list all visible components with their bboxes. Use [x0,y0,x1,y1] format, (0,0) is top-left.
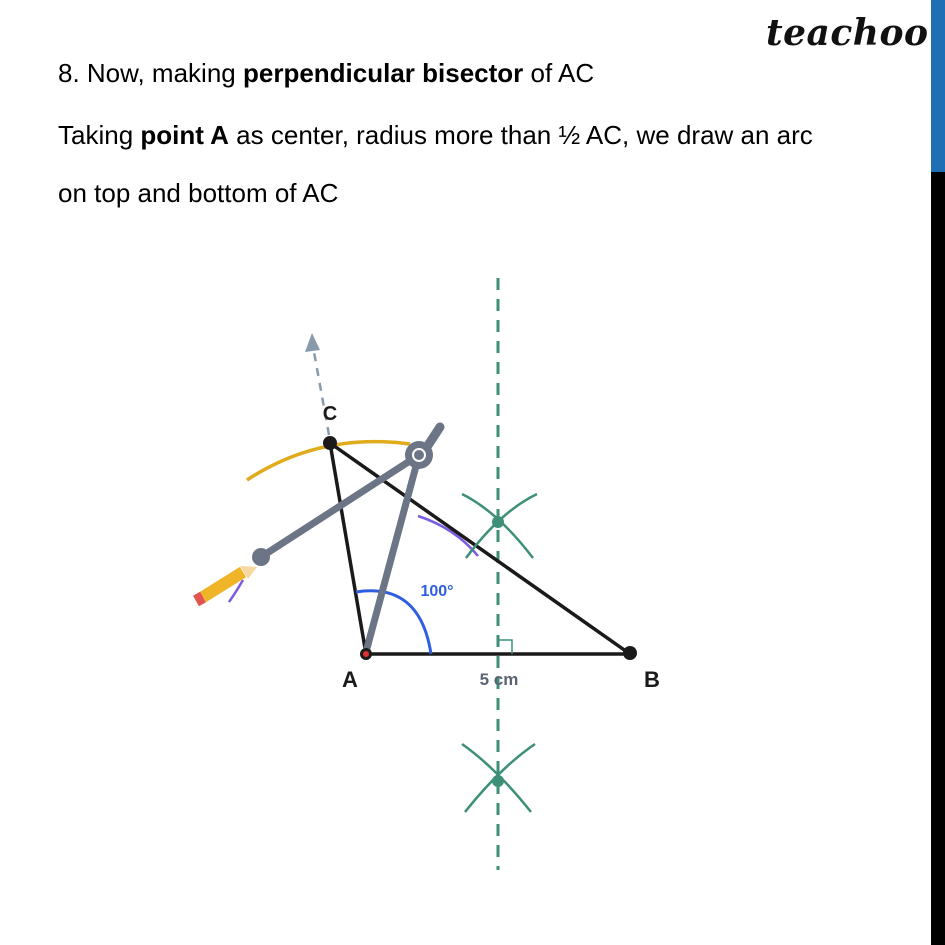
lower-arc-cross [462,744,535,812]
instruction-suffix: as center, radius more than ½ AC, we draw an arc [228,120,813,150]
teachoo-logo: teachoo [766,12,929,54]
compass-pencil-holder [252,548,270,566]
lower-intersection-point [492,775,504,787]
label-a: A [342,667,358,692]
upper-intersection-point [492,516,504,528]
sidebar-accent [931,0,945,172]
right-sidebar [931,0,945,945]
step-instruction-continued: on top and bottom of AC [58,178,339,208]
step-title-prefix: 8. Now, making [58,58,243,88]
length-label-ab: 5 cm [479,670,519,689]
angle-label: 100° [420,583,454,600]
label-c: C [322,403,338,425]
step-title-bold: perpendicular bisector [242,58,524,88]
right-angle-marker [498,640,512,654]
pencil-body [203,572,243,597]
ray-arrowhead [305,333,320,352]
compass-needle-mark [363,651,369,657]
point-c-dot [323,436,337,450]
label-b: B [644,667,660,692]
upper-arc-cross [462,494,537,558]
instruction-bold: point A [140,120,229,150]
arc-purple-upper [418,516,478,556]
pencil-icon [196,566,257,601]
compass-hinge [405,441,433,469]
instruction-prefix: Taking [58,120,141,150]
point-b-dot [623,646,637,660]
step-title-suffix: of AC [523,58,595,88]
side-ac [330,443,366,654]
pencil-eraser [196,597,203,601]
